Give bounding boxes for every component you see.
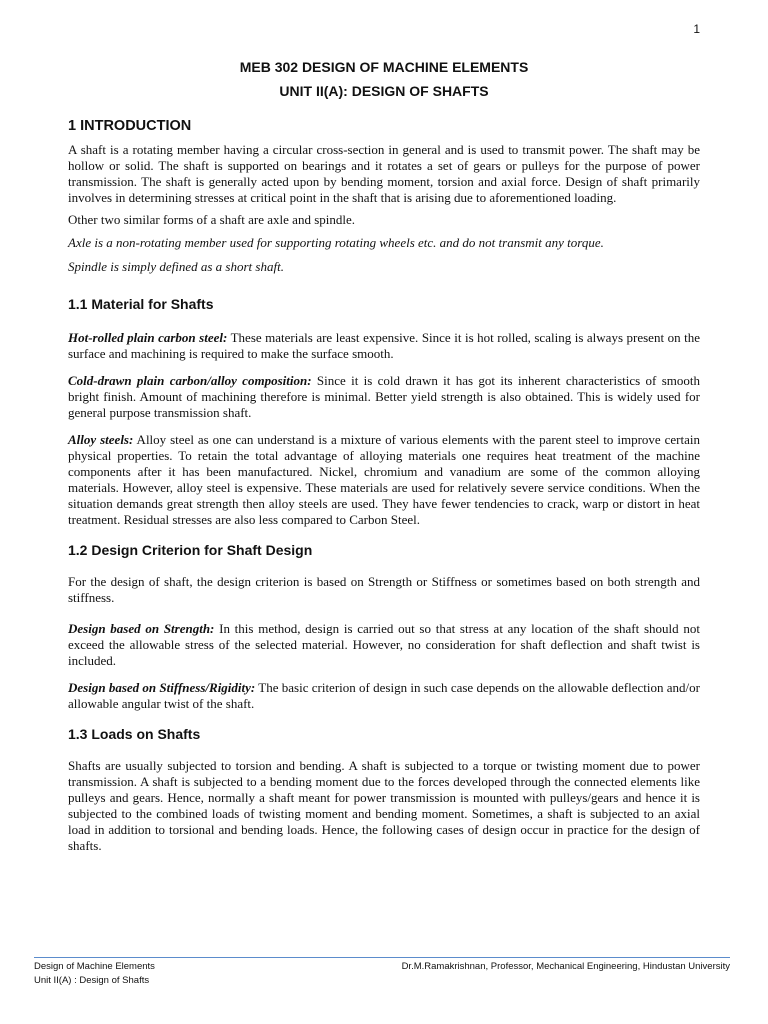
material-alloy-steels (68, 432, 700, 528)
document-header (0, 55, 768, 103)
loads-paragraph: Shafts are usually subjected to torsion and bending. A shaft is subjected to a torque or twisting moment due to power transmission. A shaft is subjected to a bending moment due to the forces developed through the connected elements like pulleys and gears. Hence, normally a shaft meant for power transmission is mounted with pulleys/gears and hence it is subjected to the combined loads of twisting moment and bending moment. Sometimes, a shaft is subjected to an axial load in addition to torsional and bending loads. Hence, the following cases of design occur in practice for the design of shafts. (68, 758, 700, 853)
footer-left (34, 960, 155, 988)
page-number: 1 (693, 22, 700, 36)
document-body (68, 118, 700, 854)
section-materials-title: 1.1 Material for Shafts (68, 296, 214, 312)
material-alloy-steels-text: Alloy steel as one can understand is a mixture of various elements with the parent steel to improve certain physical properties. To retain the total advantage of alloying materials one requires heat treatment of the machine components after it has been manufactured. Nickel, chromium and vanadium are some of the common alloying materials. However, alloy steel is expensive. These materials are used for relatively severe service conditions. When the situation demands great strength then alloy steels are used. They have fewer tendencies to crack, warp or distort in heat treatment. Residual stresses are also less compared to Carbon Steel. (68, 432, 700, 527)
unit-title: UNIT II(A): DESIGN OF SHAFTS (279, 83, 489, 99)
spindle-definition: Spindle is simply defined as a short shaft. (68, 259, 284, 274)
course-title: MEB 302 DESIGN OF MACHINE ELEMENTS (239, 59, 529, 75)
axle-definition: Axle is a non-rotating member used for supporting rotating wheels etc. and do not transmit any torque. (68, 235, 604, 250)
criterion-strength-text: In this method, design is carried out so that stress at any location of the shaft should not exceed the allowable stress of the selected material. However, no consideration for shaft deflection and shaft twist is included. (68, 621, 700, 668)
section-introduction-title: 1 INTRODUCTION (68, 118, 192, 134)
section-loads-title: 1.3 Loads on Shafts (68, 726, 201, 742)
criterion-intro: For the design of shaft, the design criterion is based on Strength or Stiffness or sometimes based on both strength and stiffness. (68, 574, 700, 605)
section-criterion-title: 1.2 Design Criterion for Shaft Design (68, 542, 313, 558)
criterion-stiffness-text: The basic criterion of design in such case depends on the allowable deflection and/or allowable angular twist of the shaft. (68, 680, 700, 711)
intro-paragraph: A shaft is a rotating member having a circular cross-section in general and is used to transmit power. The shaft may be hollow or solid. The shaft is supported on bearings and it rotates a set of gears or pulleys for the purpose of power transmission. The shaft is generally acted upon by bending moment, torsion and axial force. Design of shaft primarily involves in determining stresses at critical point in the shaft that is arising due to aforementioned loading. (68, 142, 700, 205)
material-cold-drawn-text: Since it is cold drawn it has got its inherent characteristics of smooth bright finish. Amount of machining therefore is minimal. Better yield strength is also obtained. This is widely used for general purpose transmission shaft. (68, 373, 700, 420)
intro-forms-paragraph: Other two similar forms of a shaft are axle and spindle. (68, 212, 355, 227)
footer-author: Dr.M.Ramakrishnan, Professor, Mechanical Engineering, Hindustan University (401, 961, 730, 972)
material-hot-rolled-lead: Hot-rolled plain carbon steel: (68, 330, 228, 345)
criterion-stiffness (68, 680, 700, 712)
criterion-strength-lead: Design based on Strength: (68, 621, 215, 636)
material-alloy-steels-lead: Alloy steels: (68, 432, 134, 447)
footer-unit: Unit II(A) : Design of Shafts (34, 975, 150, 986)
material-hot-rolled (68, 330, 700, 362)
material-hot-rolled-text: These materials are least expensive. Since it is hot rolled, scaling is always present on the surface and machining is required to make the surface smooth. (68, 330, 700, 361)
criterion-stiffness-lead: Design based on Stiffness/Rigidity: (68, 680, 256, 695)
criterion-strength (68, 621, 700, 669)
footer-course: Design of Machine Elements (34, 961, 155, 972)
material-cold-drawn-lead: Cold-drawn plain carbon/alloy composition: (68, 373, 312, 388)
footer-divider (34, 957, 730, 958)
material-cold-drawn (68, 373, 700, 421)
